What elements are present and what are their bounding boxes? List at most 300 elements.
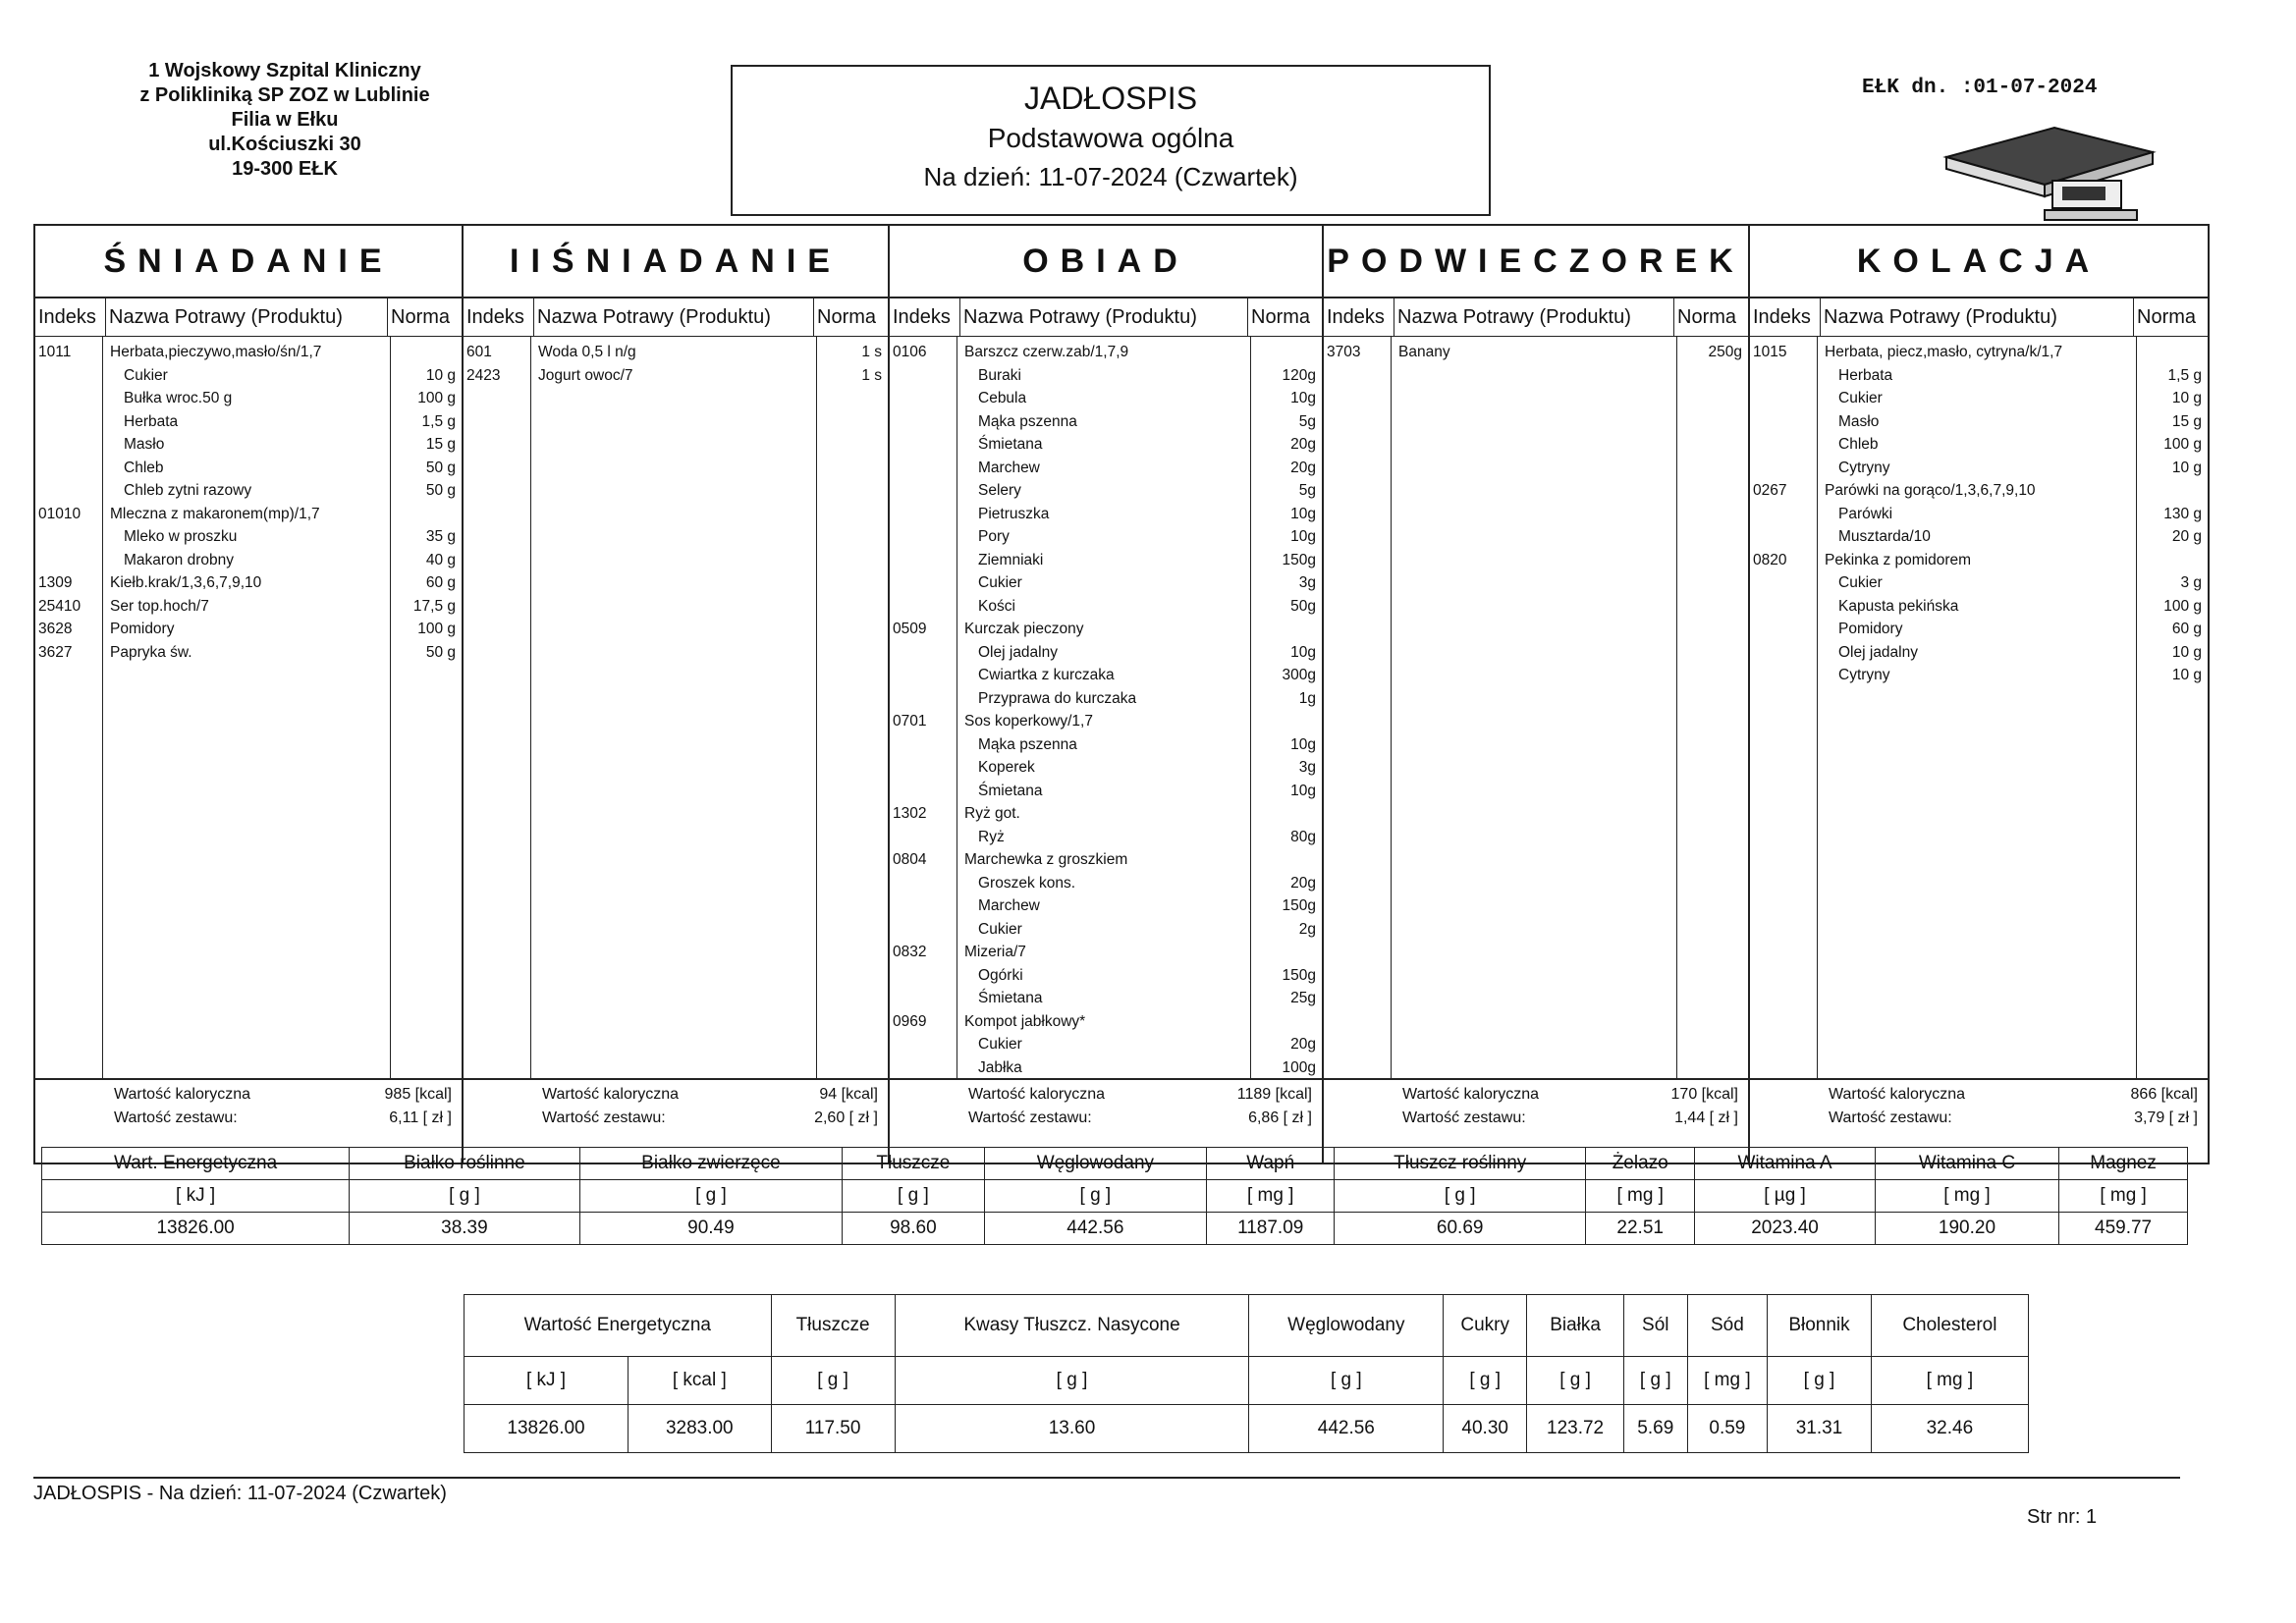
item-name: Pomidory	[110, 621, 175, 637]
item-index	[890, 918, 957, 942]
item-norm: 3g	[1298, 759, 1316, 776]
item-name: Przyprawa do kurczaka	[978, 689, 1137, 707]
list-item	[1750, 571, 2208, 595]
nutrient-value: 459.77	[2059, 1213, 2188, 1245]
item-norm: 3 g	[2180, 574, 2202, 591]
item-norm	[1251, 618, 1322, 641]
nutrient-unit: [ g ]	[1249, 1357, 1444, 1405]
item-name: Ogórki	[978, 966, 1023, 984]
item-norm: 10 g	[425, 366, 456, 384]
column-headers	[890, 298, 1322, 337]
list-item	[35, 341, 462, 364]
list-item	[1750, 618, 2208, 641]
meal-column-ii-sniadanie	[464, 226, 890, 1163]
col-header-index: Indeks	[35, 298, 106, 336]
item-norm: 60 g	[2171, 621, 2202, 637]
cost-value: 6,11 [ zł ]	[389, 1109, 452, 1126]
item-name: Herbata, piecz,masło, cytryna/k/1,7	[1825, 344, 2063, 360]
list-item	[1750, 457, 2208, 480]
item-norm: 2g	[1298, 920, 1316, 938]
nutrient-header: Kwasy Tłuszcz. Nasycone	[895, 1295, 1249, 1357]
item-norm: 5g	[1298, 412, 1316, 430]
item-name: Pory	[978, 528, 1010, 545]
item-name: Cebula	[978, 390, 1027, 406]
item-name: Olej jadalny	[1838, 643, 1918, 661]
list-item	[890, 664, 1322, 687]
nutrient-header: Tłuszcze	[771, 1295, 895, 1357]
book-computer-icon	[1937, 118, 2162, 226]
item-name: Cukier	[978, 1036, 1022, 1053]
nutrient-value: 442.56	[1249, 1405, 1444, 1453]
nutrient-value: 22.51	[1586, 1213, 1695, 1245]
item-index	[1750, 364, 1817, 388]
item-index	[890, 479, 957, 503]
list-item	[1750, 549, 2208, 572]
item-name: Marchewka z groszkiem	[964, 851, 1128, 868]
nutrient-unit: [ kJ ]	[42, 1180, 350, 1213]
item-name: Makaron drobny	[124, 551, 235, 568]
column-headers	[1324, 298, 1748, 337]
item-norm: 100 g	[417, 390, 456, 406]
footer-title: JADŁOSPIS - Na dzień: 11-07-2024 (Czwartek)	[33, 1483, 447, 1504]
item-index: 0832	[893, 944, 927, 960]
list-item	[35, 503, 462, 526]
nutrient-value: 13826.00	[465, 1405, 629, 1453]
item-index	[1750, 641, 1817, 665]
kcal-label: Wartość kaloryczna	[968, 1086, 1105, 1103]
nutrient-unit: [ mg ]	[2059, 1180, 2188, 1213]
item-name: Mąka pszenna	[978, 735, 1077, 753]
item-norm: 60 g	[425, 574, 456, 591]
item-index	[890, 964, 957, 988]
item-norm: 15 g	[425, 436, 456, 453]
item-index	[890, 826, 957, 849]
menu-date: Na dzień: 11-07-2024 (Czwartek)	[923, 162, 1298, 191]
kcal-label: Wartość kaloryczna	[114, 1086, 250, 1103]
list-item	[890, 848, 1322, 872]
item-name: Chleb zytni razowy	[124, 482, 252, 499]
nutrient-unit: [ g ]	[579, 1180, 843, 1213]
list-item	[890, 618, 1322, 641]
item-norm	[391, 341, 462, 364]
list-item	[1750, 595, 2208, 619]
item-name: Marchew	[978, 897, 1040, 914]
list-item	[890, 457, 1322, 480]
item-norm: 10 g	[2171, 667, 2202, 683]
cost-value: 6,86 [ zł ]	[1248, 1109, 1312, 1126]
item-name: Ryż got.	[964, 805, 1020, 822]
item-norm: 100g	[1282, 1058, 1316, 1076]
item-norm: 1 s	[861, 344, 882, 360]
col-header-norm: Norma	[1677, 305, 1737, 328]
item-name: Kurczak pieczony	[964, 621, 1084, 637]
item-index	[1750, 387, 1817, 410]
item-norm: 120g	[1282, 366, 1316, 384]
list-item	[35, 571, 462, 595]
cost-value: 3,79 [ zł ]	[2134, 1109, 2198, 1126]
item-name: Mąka pszenna	[978, 412, 1077, 430]
item-name: Woda 0,5 l n/g	[538, 344, 636, 360]
list-item	[35, 479, 462, 503]
nutrient-header: Błonnik	[1768, 1295, 1872, 1357]
item-norm: 10g	[1290, 505, 1316, 522]
item-name: Herbata	[124, 412, 179, 430]
hospital-line: Filia w Ełku	[231, 109, 339, 131]
nutrient-value: 5.69	[1623, 1405, 1687, 1453]
nutrient-value: 13.60	[895, 1405, 1249, 1453]
city-date: EŁK dn. :01-07-2024	[1862, 77, 2098, 99]
nutrient-header: Węglowodany	[1249, 1295, 1444, 1357]
nutrient-value: 2023.40	[1695, 1213, 1876, 1245]
item-index	[890, 595, 957, 619]
list-item	[1750, 479, 2208, 503]
item-index	[890, 641, 957, 665]
meal-column-kolacja	[1750, 226, 2208, 1163]
nutrient-unit: [ g ]	[843, 1180, 984, 1213]
nutrient-value: 123.72	[1527, 1405, 1624, 1453]
item-name: Groszek kons.	[978, 874, 1076, 892]
item-index: 0509	[893, 621, 927, 637]
meal-title: KOLACJA	[1750, 226, 2208, 298]
kcal-label: Wartość kaloryczna	[542, 1086, 679, 1103]
item-index	[890, 664, 957, 687]
items-area	[1750, 337, 2208, 1079]
item-norm	[1251, 848, 1322, 872]
list-item	[890, 710, 1322, 733]
item-norm: 50 g	[425, 643, 456, 661]
item-norm: 17,5 g	[412, 597, 456, 615]
item-index	[890, 433, 957, 457]
col-header-index: Indeks	[890, 298, 960, 336]
col-header-name: Nazwa Potrawy (Produktu)	[106, 298, 388, 336]
nutrient-unit: [ kcal ]	[629, 1357, 772, 1405]
list-item	[890, 987, 1322, 1010]
item-norm: 150g	[1282, 966, 1316, 984]
item-name: Cukier	[978, 920, 1022, 938]
item-norm: 10g	[1290, 390, 1316, 406]
nutrient-unit: [ g ]	[895, 1357, 1249, 1405]
nutrient-unit: [ mg ]	[1687, 1357, 1768, 1405]
nutrient-unit: [ g ]	[1768, 1357, 1872, 1405]
kcal-value: 170 [kcal]	[1670, 1086, 1738, 1103]
item-index	[890, 410, 957, 434]
nutrient-header: Białko roślinne	[350, 1148, 579, 1180]
list-item	[1750, 664, 2208, 687]
list-item	[890, 503, 1322, 526]
item-name: Musztarda/10	[1838, 528, 1931, 545]
cost-label: Wartość zestawu:	[1829, 1109, 1952, 1126]
list-item	[35, 618, 462, 641]
nutrient-value: 0.59	[1687, 1405, 1768, 1453]
list-item	[1750, 503, 2208, 526]
item-index	[890, 894, 957, 918]
item-norm	[1251, 941, 1322, 964]
item-name: Cwiartka z kurczaka	[978, 667, 1115, 683]
meal-title: PODWIECZOREK	[1324, 226, 1748, 298]
item-index	[890, 525, 957, 549]
nutrition-table-2	[464, 1294, 2029, 1453]
nutrient-unit: [ g ]	[771, 1357, 895, 1405]
item-index	[35, 387, 102, 410]
item-name: Banany	[1398, 344, 1450, 360]
col-header-norm: Norma	[1251, 305, 1311, 328]
item-name: Herbata	[1838, 366, 1893, 384]
cost-label: Wartość zestawu:	[1402, 1109, 1526, 1126]
items-area	[1324, 337, 1748, 1079]
items-area	[890, 337, 1322, 1079]
meal-title: IIŚNIADANIE	[464, 226, 888, 298]
column-headers	[35, 298, 462, 337]
item-name: Kiełb.krak/1,3,6,7,9,10	[110, 574, 262, 591]
col-header-name: Nazwa Potrawy (Produktu)	[960, 298, 1248, 336]
nutrient-header: Tłuszcz roślinny	[1335, 1148, 1586, 1180]
hospital-line: 19-300 EŁK	[232, 158, 338, 180]
item-norm	[391, 503, 462, 526]
list-item	[1750, 410, 2208, 434]
col-header-name: Nazwa Potrawy (Produktu)	[534, 298, 814, 336]
list-item	[890, 341, 1322, 364]
list-item	[890, 571, 1322, 595]
item-norm: 250g	[1708, 344, 1742, 360]
hospital-line: ul.Kościuszki 30	[208, 134, 361, 155]
item-name: Barszcz czerw.zab/1,7,9	[964, 344, 1129, 360]
nutrient-value: 442.56	[984, 1213, 1207, 1245]
list-item	[1324, 341, 1748, 364]
kcal-value: 866 [kcal]	[2130, 1086, 2198, 1103]
item-norm: 100 g	[2163, 597, 2202, 615]
item-norm: 80g	[1290, 828, 1316, 845]
item-index: 0820	[1753, 551, 1787, 568]
meal-column-podwieczorek	[1324, 226, 1750, 1163]
nutrient-unit: [ mg ]	[1207, 1180, 1335, 1213]
item-index	[890, 780, 957, 803]
item-name: Masło	[1838, 412, 1880, 430]
item-index	[890, 549, 957, 572]
item-index	[1750, 525, 1817, 549]
item-norm: 10g	[1290, 782, 1316, 799]
item-norm	[2137, 479, 2208, 503]
nutrient-value: 3283.00	[629, 1405, 772, 1453]
item-norm: 50 g	[425, 482, 456, 499]
list-item	[35, 433, 462, 457]
nutrient-unit: [ g ]	[1335, 1180, 1586, 1213]
item-index: 0701	[893, 713, 927, 730]
item-norm: 300g	[1282, 667, 1316, 683]
item-norm: 150g	[1282, 897, 1316, 914]
list-item	[890, 387, 1322, 410]
nutrient-value: 1187.09	[1207, 1213, 1335, 1245]
nutrient-unit: [ g ]	[1527, 1357, 1624, 1405]
item-name: Parówki na gorąco/1,3,6,7,9,10	[1825, 482, 2036, 499]
item-name: Mizeria/7	[964, 944, 1026, 960]
item-index	[1750, 410, 1817, 434]
item-index	[890, 364, 957, 388]
item-norm: 20 g	[2171, 528, 2202, 545]
item-index	[890, 733, 957, 757]
item-norm: 100 g	[417, 621, 456, 637]
item-index: 01010	[38, 505, 82, 522]
nutrient-header: Tłuszcze	[843, 1148, 984, 1180]
item-norm: 1,5 g	[2167, 366, 2202, 384]
item-name: Ser top.hoch/7	[110, 597, 209, 615]
title-box	[731, 65, 1491, 216]
item-name: Mleczna z makaronem(mp)/1,7	[110, 505, 320, 522]
list-item	[1750, 387, 2208, 410]
item-name: Pekinka z pomidorem	[1825, 551, 1972, 568]
list-item	[890, 733, 1322, 757]
item-norm: 10g	[1290, 643, 1316, 661]
item-name: Ziemniaki	[978, 551, 1044, 568]
item-index	[890, 872, 957, 895]
item-name: Mleko w proszku	[124, 528, 238, 545]
list-item	[1750, 641, 2208, 665]
list-item	[890, 410, 1322, 434]
col-header-name: Nazwa Potrawy (Produktu)	[1394, 298, 1674, 336]
item-index	[1750, 664, 1817, 687]
nutrient-unit: [ g ]	[350, 1180, 579, 1213]
item-name: Herbata,pieczywo,masło/śn/1,7	[110, 344, 322, 360]
item-name: Ryż	[978, 828, 1005, 845]
list-item	[1750, 433, 2208, 457]
item-name: Cukier	[124, 366, 168, 384]
list-item	[890, 364, 1322, 388]
nutrient-unit: [ mg ]	[1586, 1180, 1695, 1213]
column-headers	[464, 298, 888, 337]
item-norm: 10 g	[2171, 643, 2202, 661]
item-index	[890, 687, 957, 711]
hospital-address	[108, 59, 462, 182]
nutrient-unit: [ g ]	[984, 1180, 1207, 1213]
item-norm: 1,5 g	[421, 412, 456, 430]
item-norm	[2137, 549, 2208, 572]
list-item	[890, 479, 1322, 503]
item-name: Pomidory	[1838, 621, 1903, 637]
item-norm: 5g	[1298, 482, 1316, 499]
item-index	[890, 1033, 957, 1056]
item-name: Pietruszka	[978, 505, 1050, 522]
nutrient-value: 190.20	[1875, 1213, 2058, 1245]
nutrient-value: 117.50	[771, 1405, 895, 1453]
item-name: Buraki	[978, 366, 1021, 384]
nutrient-value: 13826.00	[42, 1213, 350, 1245]
nutrient-header: Wartość Energetyczna	[465, 1295, 772, 1357]
item-name: Cytryny	[1838, 667, 1890, 683]
item-index	[35, 525, 102, 549]
list-item	[890, 964, 1322, 988]
item-norm: 150g	[1282, 551, 1316, 568]
item-index: 0106	[893, 344, 927, 360]
nutrient-unit: [ g ]	[1623, 1357, 1687, 1405]
nutrient-unit: [ g ]	[1444, 1357, 1527, 1405]
nutrition-unit-row	[42, 1180, 2188, 1213]
list-item	[1750, 525, 2208, 549]
item-index: 1309	[38, 574, 73, 591]
item-name: Chleb	[124, 459, 164, 476]
cost-label: Wartość zestawu:	[114, 1109, 238, 1126]
list-item	[464, 364, 888, 388]
items-area	[464, 337, 888, 1079]
item-name: Cukier	[978, 574, 1022, 591]
item-index: 0969	[893, 1012, 927, 1030]
item-index	[35, 433, 102, 457]
list-item	[890, 1056, 1322, 1080]
nutrient-header: Białka	[1527, 1295, 1624, 1357]
item-name: Parówki	[1838, 505, 1893, 522]
item-index	[1750, 503, 1817, 526]
col-header-norm: Norma	[817, 305, 877, 328]
list-item	[890, 918, 1322, 942]
col-header-index: Indeks	[1750, 298, 1821, 336]
list-item	[890, 872, 1322, 895]
nutrient-header: Węglowodany	[984, 1148, 1207, 1180]
items-area	[35, 337, 462, 1079]
item-index: 3628	[38, 621, 73, 637]
hospital-line: z Polikliniką SP ZOZ w Lublinie	[139, 84, 430, 106]
item-norm: 20g	[1290, 459, 1316, 476]
cost-value: 2,60 [ zł ]	[814, 1109, 878, 1126]
list-item	[35, 641, 462, 665]
item-norm: 20g	[1290, 436, 1316, 453]
item-index	[35, 364, 102, 388]
kcal-value: 1189 [kcal]	[1236, 1086, 1312, 1103]
kcal-label: Wartość kaloryczna	[1402, 1086, 1539, 1103]
list-item	[890, 1010, 1322, 1034]
list-item	[35, 410, 462, 434]
nutrition-value-row	[42, 1213, 2188, 1245]
cost-label: Wartość zestawu:	[542, 1109, 666, 1126]
nutrient-unit: [ mg ]	[1871, 1357, 2028, 1405]
nutrient-value: 40.30	[1444, 1405, 1527, 1453]
item-index	[35, 479, 102, 503]
item-index: 1015	[1753, 344, 1787, 360]
item-name: Selery	[978, 482, 1021, 499]
col-header-norm: Norma	[391, 305, 451, 328]
col-header-index: Indeks	[464, 298, 534, 336]
item-index	[1750, 571, 1817, 595]
item-index: 3627	[38, 643, 73, 661]
item-name: Śmietana	[978, 436, 1043, 453]
nutrient-header: Witamina C	[1875, 1148, 2058, 1180]
item-norm: 1 s	[861, 366, 882, 384]
list-item	[890, 941, 1322, 964]
nutrient-header: Sód	[1687, 1295, 1768, 1357]
item-index	[890, 387, 957, 410]
meals-table	[33, 224, 2210, 1164]
col-header-norm: Norma	[2137, 305, 2197, 328]
list-item	[35, 595, 462, 619]
nutrient-header: Wart. Energetyczna	[42, 1148, 350, 1180]
item-index	[1750, 457, 1817, 480]
item-index	[890, 571, 957, 595]
item-name: Olej jadalny	[978, 643, 1058, 661]
item-norm: 1g	[1298, 689, 1316, 707]
item-norm: 40 g	[425, 551, 456, 568]
item-index	[1750, 595, 1817, 619]
item-index	[1750, 618, 1817, 641]
item-index: 3703	[1327, 344, 1361, 360]
item-name: Chleb	[1838, 436, 1879, 453]
list-item	[890, 687, 1322, 711]
item-index: 601	[466, 344, 492, 360]
item-norm: 10 g	[2171, 390, 2202, 406]
item-list	[1750, 341, 2208, 687]
column-headers	[1750, 298, 2208, 337]
item-name: Jogurt owoc/7	[538, 366, 633, 384]
item-norm: 50 g	[425, 459, 456, 476]
item-index	[890, 987, 957, 1010]
nutrition-table-1	[41, 1147, 2188, 1245]
nutrient-unit: [ kJ ]	[465, 1357, 629, 1405]
